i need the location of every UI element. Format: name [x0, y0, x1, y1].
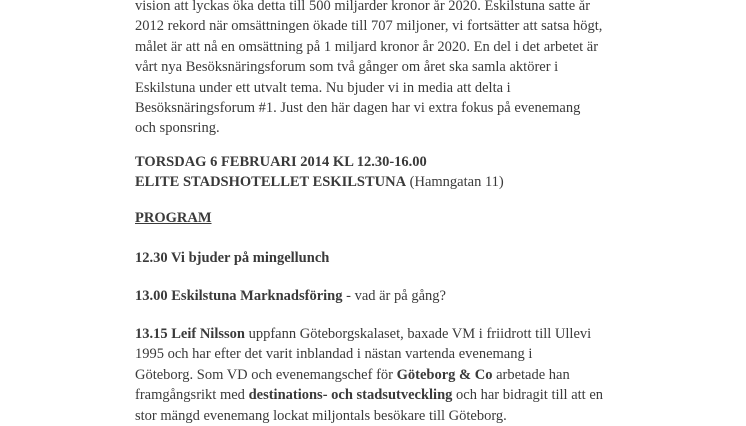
text-segment: framgångsrikt med: [135, 387, 249, 404]
program-item-line: [135, 365, 695, 385]
event-info: [135, 152, 695, 193]
intro-paragraph: [135, 0, 695, 139]
organization-name: Göteborg & Co: [396, 366, 493, 383]
program-heading-block: [135, 208, 695, 228]
intro-line: målet är att nå en omsättning på 1 miljard kronor år 2020. En del i det arbetet är: [135, 38, 599, 55]
event-date: TORSDAG 6 FEBRUARI 2014 KL 12.30-16.00: [135, 154, 427, 170]
program-item-2: [135, 286, 695, 306]
intro-line: vision att lyckas öka detta till 500 miljarder kronor år 2020. Eskilstuna satte år: [135, 0, 591, 14]
program-item-title: 13.00 Eskilstuna Marknadsföring: [135, 288, 343, 304]
intro-line: Besöksnäringsforum #1. Just den här dagen har vi extra fokus på evenemang: [135, 100, 581, 117]
intro-line: Eskilstuna under ett utvalt tema. Nu bjuder vi in media att delta i: [135, 79, 511, 96]
program-item-description: uppfann Göteborgskalaset, baxade VM i friidrott till Ullevi: [244, 326, 592, 342]
program-item-description: - vad är på gång?: [342, 288, 446, 304]
program-item-text: 12.30 Vi bjuder på mingellunch: [135, 250, 330, 266]
event-venue: ELITE STADSHOTELLET ESKILSTUNA: [135, 174, 407, 191]
program-item-line: [135, 385, 695, 405]
intro-line: vårt nya Besöksnäringsforum som två gånger om året ska samla aktörer i: [135, 59, 559, 76]
program-item-line: stor mängd evenemang lockat miljontals besökare till Göteborg.: [135, 407, 507, 424]
program-item-line: [135, 324, 695, 344]
text-segment: Göteborg. Som VD och evenemangschef för: [135, 366, 397, 383]
highlight-text: destinations- och stadsutveckling: [248, 387, 453, 404]
intro-line: och sponsring.: [135, 120, 220, 137]
program-item-1: [135, 248, 695, 268]
program-item-line: [135, 286, 695, 306]
program-heading: PROGRAM: [135, 210, 212, 226]
program-item-title: 13.15 Leif Nilsson: [135, 326, 245, 342]
program-item-line: 1995 och har efter det varit inblandad i nästan vartenda evenemang i: [135, 346, 533, 363]
intro-line: 2012 rekord när omsättningen ökade till 707 miljoner, vi fortsätter att satsa högt,: [135, 18, 603, 35]
text-segment: och har bidragit till att en: [452, 387, 603, 404]
program-item-3: [135, 324, 695, 426]
event-address: (Hamngatan 11): [409, 174, 504, 191]
event-venue-line: [135, 172, 695, 192]
text-segment: arbetade han: [492, 366, 570, 383]
